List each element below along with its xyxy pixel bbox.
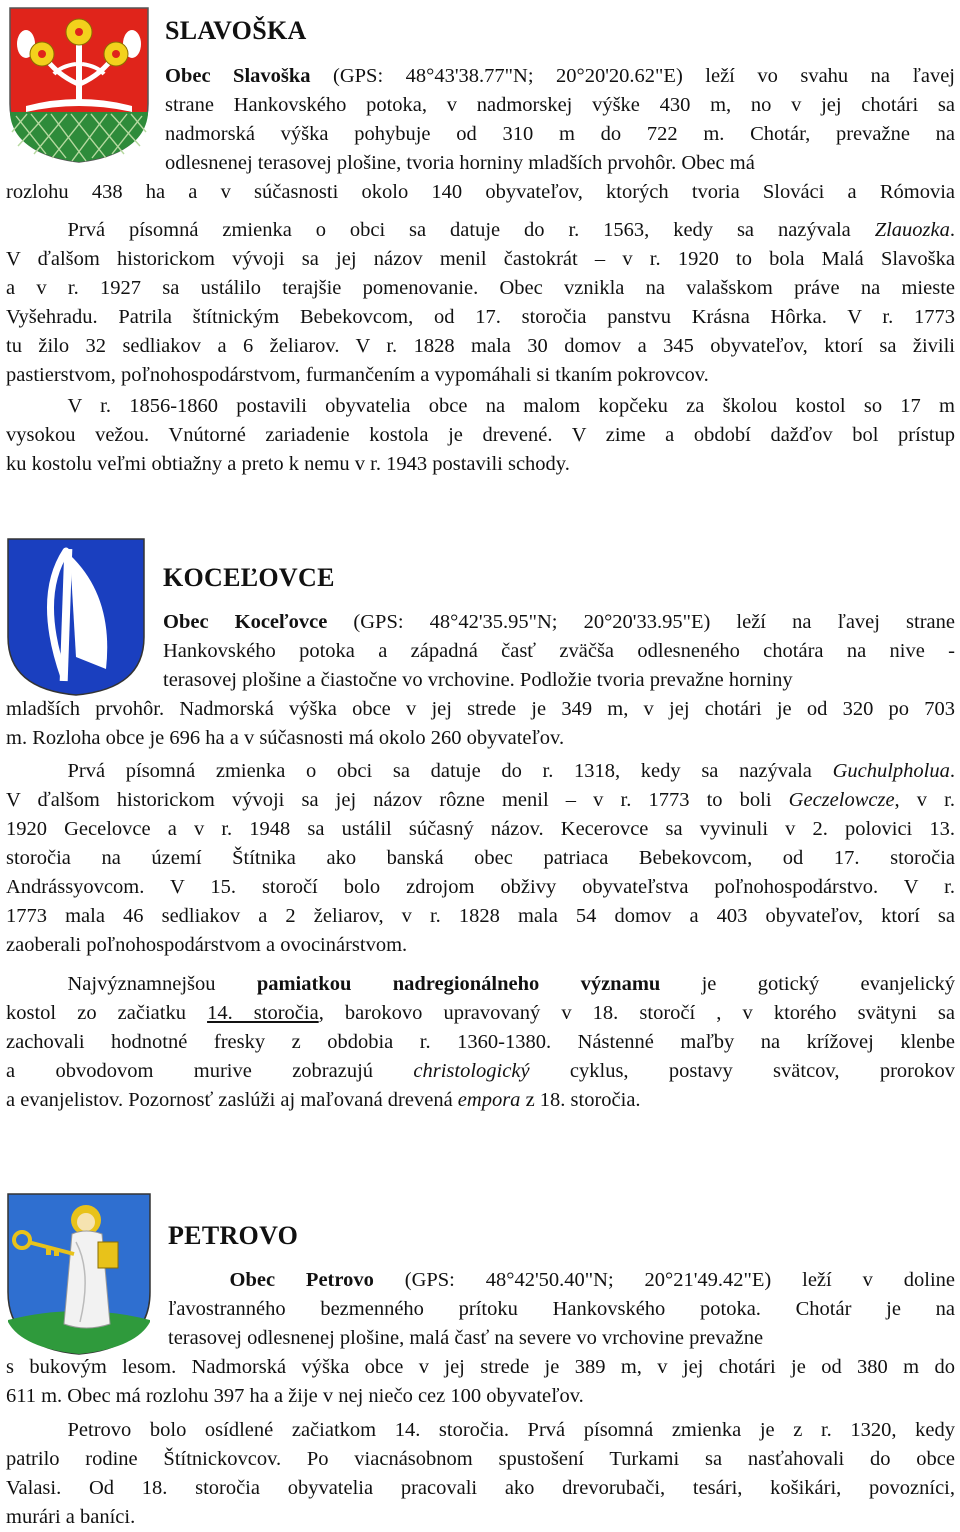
text-line: Valasi. Od 18. storočia obyvatelia pracovali ako drevorubači, tesári, košikári, povozníci, [6, 1477, 955, 1499]
text-line: odlesnenej terasovej plošine, tvoria horniny mladších prvohôr. Obec má [165, 152, 755, 174]
text-line: tu žilo 32 sedliakov a 6 želiarov. V r. 1828 mala 30 domov a 345 obyvateľov, ktorí sa živili [6, 335, 955, 357]
section-title: SLAVOŠKA [165, 16, 307, 45]
text-line: kostol zo začiatku 14. storočia, barokovo upravovaný v 18. storočí , v ktorého svätyni sa [6, 1002, 955, 1024]
text-line: s bukovým lesom. Nadmorská výška obce v jej strede je 389 m, v jej chotári je od 380 m do [6, 1356, 955, 1378]
text-line: nadmorská výška pohybuje od 310 m do 722 m. Chotár, prevažne na [165, 123, 955, 145]
text-line: Vyšehradu. Patrila štítnickým Bebekovcom, od 17. storočia panstvu Krásna Hôrka. V r. 1773 [6, 306, 955, 328]
text-line: Obec Koceľovce (GPS: 48°42'35.95"N; 20°20'33.95"E) leží na ľavej strane [163, 611, 955, 633]
text-line: 1920 Gecelovce a v r. 1948 sa ustálil súčasný názov. Kecerovce sa vyvinuli v 2. polovici 13. [6, 818, 955, 840]
text-line: Prvá písomná zmienka o obci sa datuje do r. 1563, kedy sa nazývala Zlauozka. [6, 219, 955, 241]
text-line: 611 m. Obec má rozlohu 397 ha a žije v nej niečo cez 100 obyvateľov. [6, 1385, 584, 1407]
text-line: 1773 mala 46 sedliakov a 2 želiarov, v r. 1828 mala 54 domov a 403 obyvateľov, ktorí sa [6, 905, 955, 927]
history-paragraph [6, 1416, 955, 1532]
intro-paragraph [168, 1266, 955, 1353]
text-line: V r. 1856-1860 postavili obyvatelia obce na malom kopčeku za školou kostol so 17 m [6, 395, 955, 417]
text-line: Andrássyovcom. V 15. storočí bolo zdrojom obživy obyvateľstva poľnohospodárstvo. V r. [6, 876, 955, 898]
text-line: vysokou vežou. Vnútorné zariadenie kostola je drevené. V zime a období dažďov bol prístup [6, 424, 955, 446]
section-title: KOCEĽOVCE [163, 563, 335, 592]
text-line: Hankovského potoka a západná časť zväčša odlesneného chotára na nive - [163, 640, 955, 662]
text-line: V ďalšom historickom vývoji sa jej názov rôzne menil – v r. 1773 to boli Geczelowcze, v r. [6, 789, 955, 811]
text-line: storočia na území Štítnika ako banská obec patriaca Bebekovcom, od 17. storočia [6, 847, 955, 869]
history-paragraph [6, 757, 955, 960]
intro-paragraph [165, 62, 955, 178]
text-line: patrilo rodine Štítnickovcov. Po viacnásobnom spustošení Turkami sa nasťahovali do obce [6, 1448, 955, 1470]
text-line: V ďalšom historickom vývoji sa jej názov menil častokrát – v r. 1920 to bola Malá Slavoška [6, 248, 955, 270]
slavoska-coat-of-arms-icon [6, 4, 152, 169]
section-title: PETROVO [168, 1221, 299, 1250]
text-line: murári a baníci. [6, 1506, 136, 1528]
history-paragraph [6, 216, 955, 390]
text-line: zachovali hodnotné fresky z obdobia r. 1360-1380. Nástenné maľby na krížovej klenbe [6, 1031, 955, 1053]
intro-paragraph-continued [6, 178, 955, 207]
text-line: terasovej plošine a čiastočne vo vrchovine. Podložie tvoria prevažne horniny [163, 669, 793, 691]
church-paragraph [6, 392, 955, 479]
intro-paragraph-continued [6, 1353, 955, 1411]
text-line: a obvodovom murive zobrazujú christologický cyklus, postavy svätcov, prorokov [6, 1060, 955, 1082]
text-line: m. Rozloha obce je 696 ha a v súčasnosti má okolo 260 obyvateľov. [6, 727, 565, 749]
petrovo-coat-of-arms-icon [6, 1192, 152, 1361]
text-line: ku kostolu veľmi obtiažny a preto k nemu v r. 1943 postavili schody. [6, 453, 570, 475]
text-line: a evanjelistov. Pozornosť zaslúži aj maľovaná drevená empora z 18. storočia. [6, 1089, 641, 1111]
text-line: mladších prvohôr. Nadmorská výška obce v jej strede je 349 m, v jej chotári je od 320 po 703 [6, 698, 955, 720]
text-line: Obec Petrovo (GPS: 48°42'50.40"N; 20°21'49.42"E) leží v doline [229, 1269, 955, 1291]
text-line: ľavostranného bezmenného prítoku Hankovského potoka. Chotár je na [168, 1298, 955, 1320]
text-line: a v r. 1927 sa ustálilo terajšie pomenovanie. Obec vznikla na valašskom práve na mieste [6, 277, 955, 299]
intro-paragraph-continued [6, 695, 955, 753]
text-line: strane Hankovského potoka, v nadmorskej výške 430 m, no v jej chotári sa [165, 94, 955, 116]
text-line: Najvýznamnejšou pamiatkou nadregionálneho významu je gotický evanjelický [6, 973, 955, 995]
text-line: Petrovo bolo osídlené začiatkom 14. storočia. Prvá písomná zmienka je z r. 1320, kedy [6, 1419, 955, 1441]
monument-paragraph [6, 970, 955, 1115]
intro-paragraph [163, 608, 955, 695]
text-line: zaoberali poľnohospodárstvom a ovocinárstvom. [6, 934, 408, 956]
text-line: Prvá písomná zmienka o obci sa datuje do r. 1318, kedy sa nazývala Guchulpholua. [6, 760, 955, 782]
kocelovce-coat-of-arms-icon [6, 537, 146, 702]
text-line: rozlohu 438 ha a v súčasnosti okolo 140 obyvateľov, ktorých tvoria Slováci a Rómovia [6, 181, 955, 203]
text-line: Obec Slavoška (GPS: 48°43'38.77"N; 20°20'20.62"E) leží vo svahu na ľavej [165, 65, 956, 87]
text-line: pastierstvom, poľnohospodárstvom, furmančením a vypomáhali si tkaním pokrovcov. [6, 364, 709, 386]
text-line: terasovej odlesnenej plošine, malá časť na severe vo vrchovine prevažne [168, 1327, 764, 1349]
